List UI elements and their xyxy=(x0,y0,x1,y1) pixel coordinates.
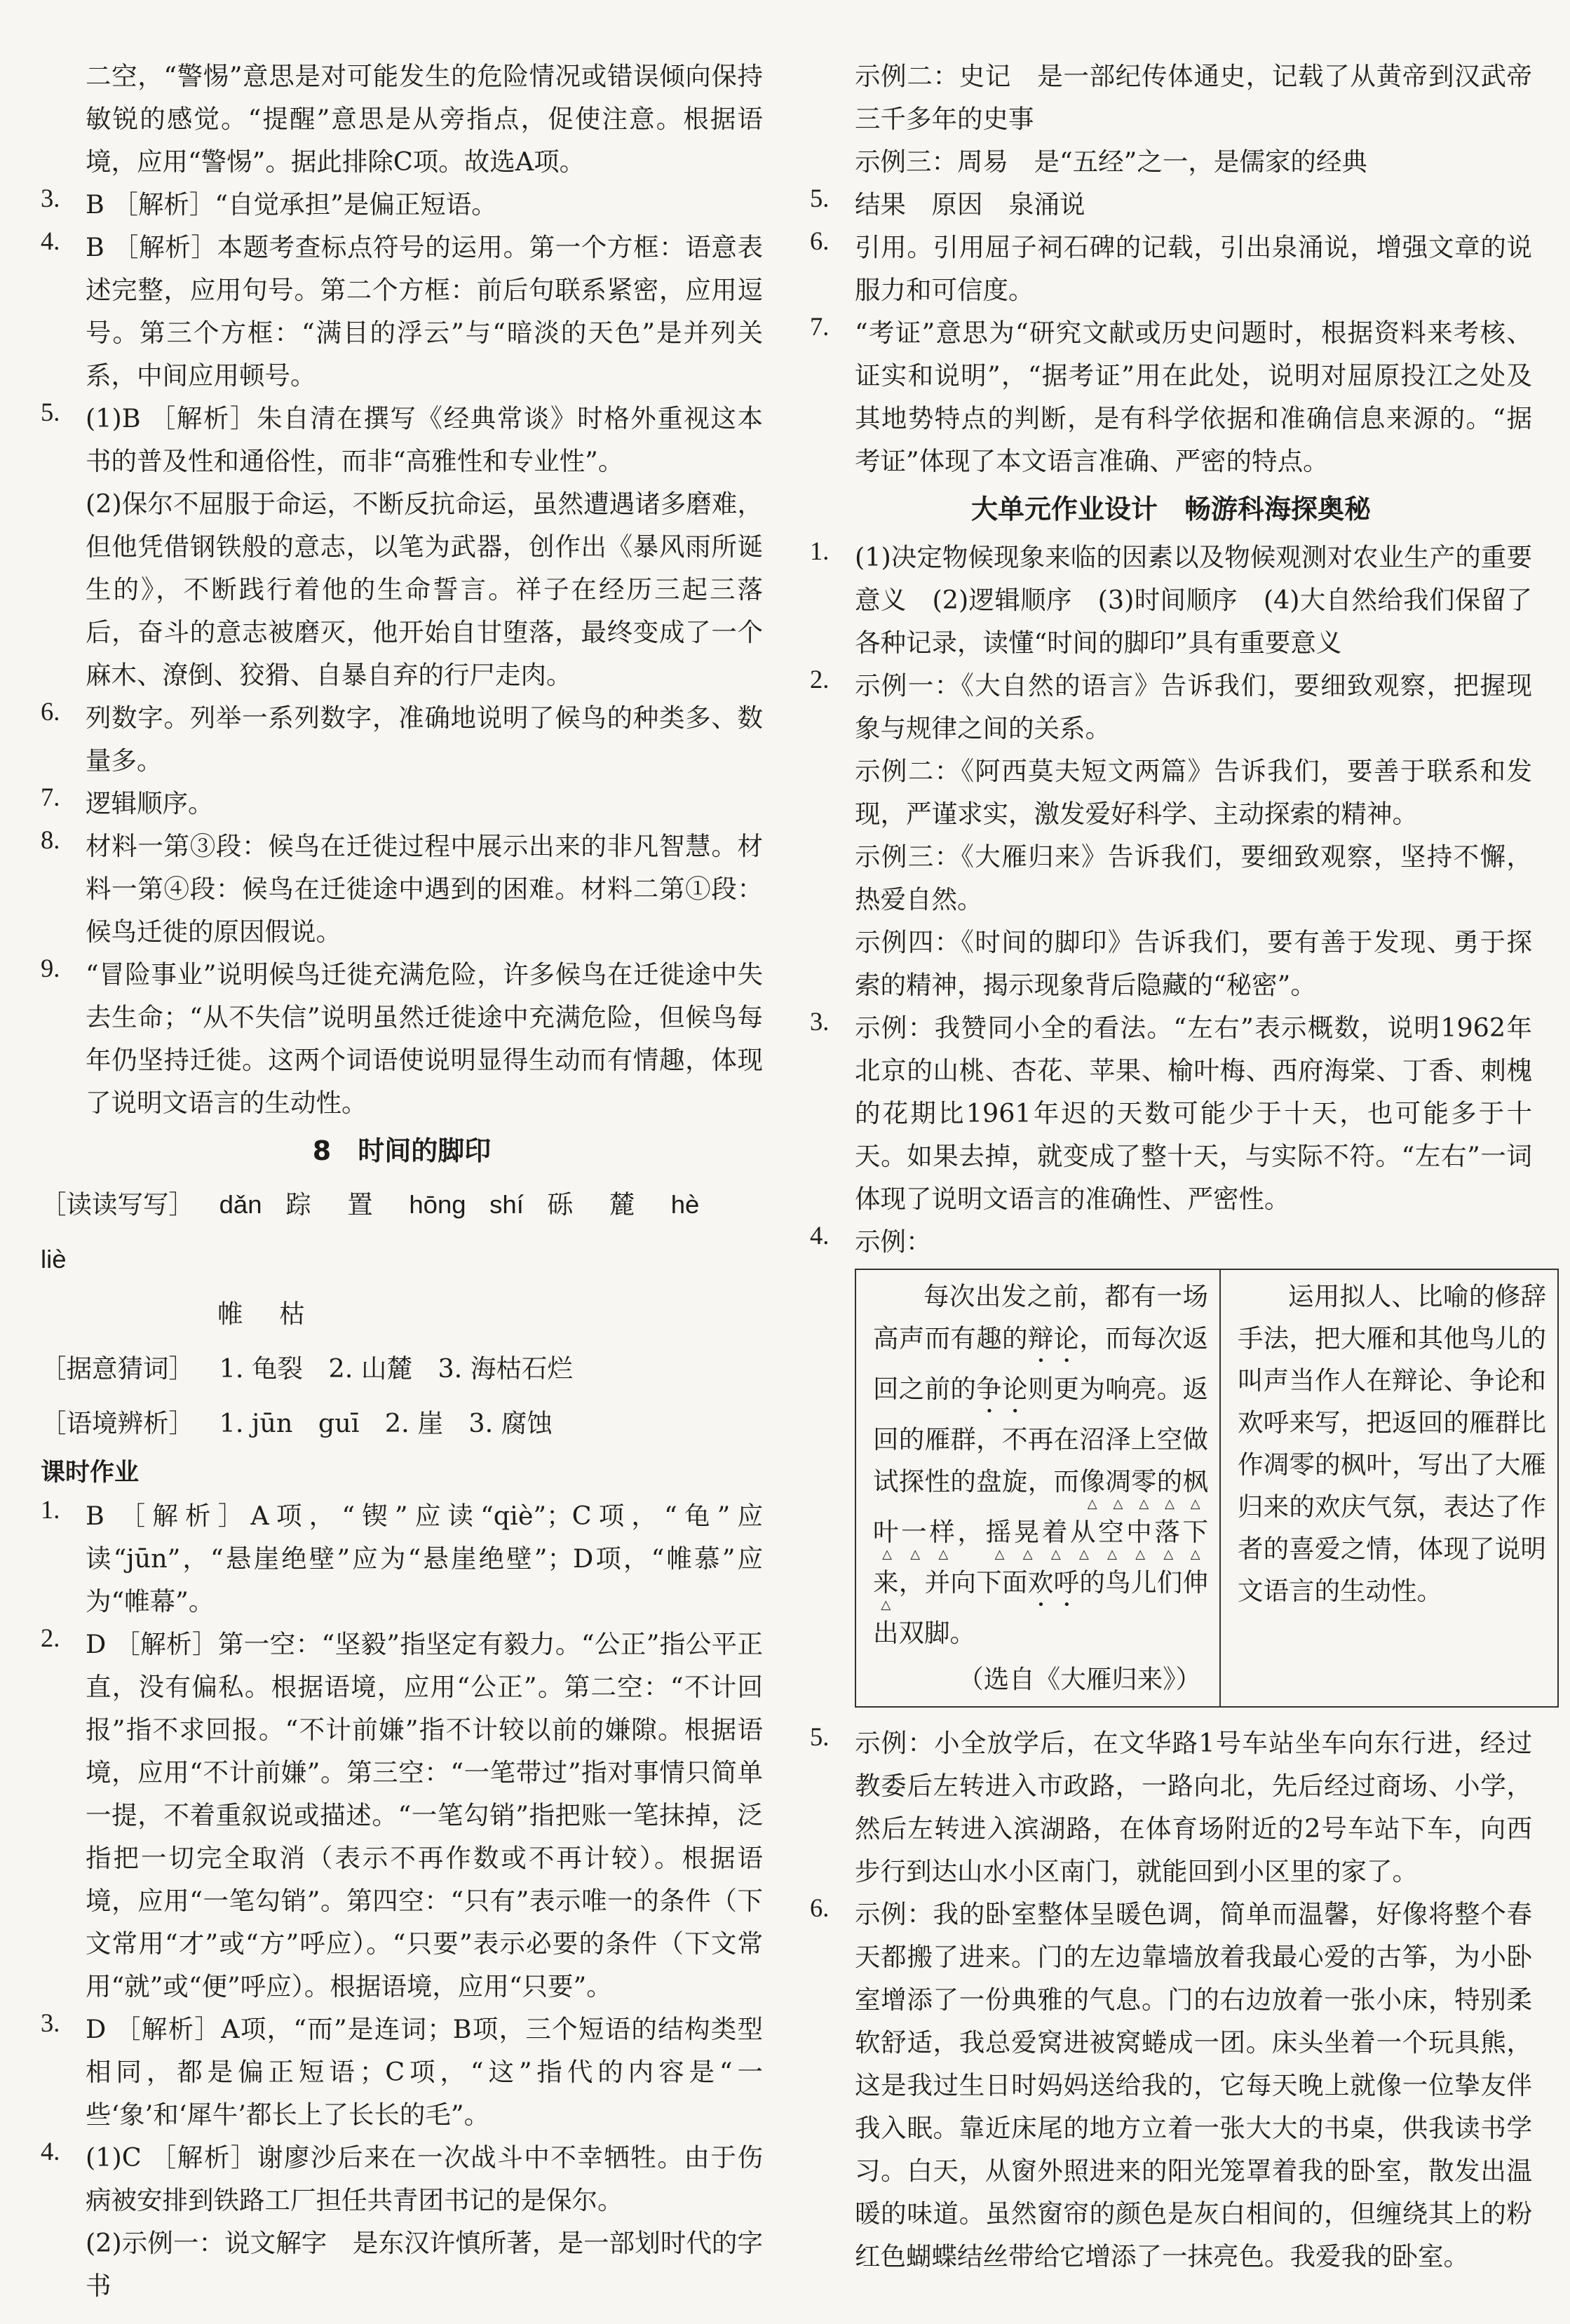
vocab-word: liè xyxy=(41,1245,67,1274)
item-text: (1)决定物候现象来临的因素以及物候观测对农业生产的重要意义 (2)逻辑顺序 (3)时间顺序 (4)大自然给我们保留了各种记录，读懂“时间的脚印”具有重要意义 xyxy=(855,542,1532,658)
item-number: 8. xyxy=(41,825,60,854)
item-number: 4. xyxy=(810,1221,830,1250)
item-number: 5. xyxy=(810,184,830,212)
item-text: (1)C ［解析］谢廖沙后来在一次战斗中不幸牺牲。由于伤病被安排到铁路工厂担任共青团书记的是保尔。 xyxy=(86,2142,763,2215)
answer-item xyxy=(41,1623,763,2008)
item-text: 示例：我的卧室整体呈暖色调，简单而温馨，好像将整个春天都搬了进来。门的左边靠墙放着我最心爱的古筝，为小卧室增添了一份典雅的气息。门的右边放着一张小床，特别柔软舒适，我总爱窝进被窝蜷成一团。床头坐着一个玩具熊，这是我过生日时妈妈送给我的，它每天晚上就像一位挚友伴我入眠。靠近床尾的地方立着一张大大的书桌，供我读书学习。白天，从窗外照进来的阳光笼罩着我的卧室，散发出温暖的味道。虽然窗帘的颜色是灰白相间的，但缠绕其上的粉红色蝴蝶结丝带给它增添了一抹亮色。我爱我的卧室。 xyxy=(855,1899,1532,2271)
homework-title: 课时作业 xyxy=(41,1459,140,1487)
example-table xyxy=(855,1269,1559,1708)
answer-item xyxy=(810,183,1532,226)
emphasis-phrase: 像凋零的枫叶一样，摇晃着从空中落下来 xyxy=(873,1466,1209,1597)
answer-item xyxy=(810,1893,1532,2278)
item-number: 4. xyxy=(41,2137,60,2166)
answer-item xyxy=(41,397,763,482)
vocab-word: 砾 xyxy=(547,1189,573,1220)
item-number: 3. xyxy=(810,1007,830,1036)
item-number: 7. xyxy=(810,312,830,341)
item-continuation: 示例四：《时间的脚印》告诉我们，要有善于发现、勇于探索的精神，揭示现象背后隐藏的“秘密”。 xyxy=(855,927,1532,1000)
answer-item xyxy=(810,1006,1532,1220)
item-number: 1. xyxy=(810,536,830,565)
item-continuation: 示例三：《大雁归来》告诉我们，要细致观察，坚持不懈，热爱自然。 xyxy=(855,842,1532,914)
answer-item xyxy=(810,1220,1532,1263)
vocab-tag-read-write: ［读读写写］ xyxy=(41,1189,194,1220)
item-continuation: 示例三：周易 是“五经”之一，是儒家的经典 xyxy=(855,147,1367,177)
example-excerpt-cell xyxy=(856,1270,1221,1706)
answer-item xyxy=(41,696,763,782)
vocab-word: hè xyxy=(670,1190,700,1219)
item-text: D ［解析］第一空：“坚毅”指坚定有毅力。“公正”指公平正直，没有偏私。根据语境，应用“公正”。第二空：“不计回报”指不求回报。“不计前嫌”指不计较以前的嫌隙。根据语境，应用“不计前嫌”。第三空：“一笔带过”指对事情只简单一提，不着重叙说或描述。“一笔勾销”指把账一笔抹掉，泛指把一切完全取消（表示不再作数或不再计较）。根据语境，应用“一笔勾销”。第四空：“只有”表示唯一的条件（下文常用“才”或“方”呼应）。“只要”表示必要的条件（下文常用“就”或“便”呼应）。根据语境，应用“只要”。 xyxy=(86,1629,763,2001)
item-text: (1)B ［解析］朱自清在撰写《经典常谈》时格外重视这本书的普及性和通俗性，而非“高雅性和专业性”。 xyxy=(86,403,763,476)
item-text: 示例一：《大自然的语言》告诉我们，要细致观察，把握现象与规律之间的关系。 xyxy=(855,670,1532,743)
vocab-context-answers: 1. jūn guī 2. 崖 3. 腐蚀 xyxy=(219,1408,553,1438)
item-number: 6. xyxy=(810,1893,830,1922)
item-text: 结果 原因 泉涌说 xyxy=(855,189,1085,219)
item-text: “考证”意思为“研究文献或历史问题时，根据资料来考核、证实和说明”，“据考证”用在此处，说明对屈原投江之处及其地势特点的判断，是有科学依据和准确信息来源的。“据考证”体现了本文语言准确、严密的特点。 xyxy=(855,318,1532,476)
item-number: 9. xyxy=(41,954,60,982)
unit-title: 大单元作业设计 畅游科海探奥秘 xyxy=(970,494,1371,525)
answer-item xyxy=(41,782,763,825)
vocab-tag-context: ［语境辨析］ xyxy=(41,1408,194,1438)
item-number: 4. xyxy=(41,227,60,255)
answer-item xyxy=(810,664,1532,750)
item-text: B ［解析］A项，“锲”应读“qiè”；C项，“龟”应读“jūn”，“悬崖绝壁”应为“悬崖绝壁”；D项，“帷慕”应为“帷幕”。 xyxy=(86,1501,763,1616)
item-number: 6. xyxy=(41,697,60,726)
item-number: 1. xyxy=(41,1495,60,1524)
continued-answer: 二空，“警惕”意思是对可能发生的危险情况或错误倾向保持敏锐的感觉。“提醒”意思是从旁指点，促使注意。根据语境，应用“警惕”。据此排除C项。故选A项。 xyxy=(86,61,763,177)
answer-item xyxy=(41,2136,763,2222)
item-number: 5. xyxy=(41,398,60,426)
answer-item xyxy=(810,1722,1532,1893)
item-continuation: 示例二：《阿西莫夫短文两篇》告诉我们，要善于联系和发现，严谨求实，激发爱好科学、主动探索的精神。 xyxy=(855,756,1532,829)
item-text: 逻辑顺序。 xyxy=(86,788,214,818)
item-number: 3. xyxy=(41,184,60,212)
item-number: 3. xyxy=(41,2008,60,2037)
item-continuation: 示例二：史记 是一部纪传体通史，记载了从黄帝到汉武帝三千多年的史事 xyxy=(855,61,1532,134)
excerpt-text: 每次出发之前，都有一场高声而有趣的 xyxy=(873,1281,1208,1353)
right-column xyxy=(810,55,1546,2278)
emphasis-word: 争论 xyxy=(976,1374,1028,1404)
item-number: 2. xyxy=(810,665,830,694)
item-text: 示例：小全放学后，在文华路1号车站坐车向东行进，经过教委后左转进入市政路，一路向北，先后经过商场、小学，然后左转进入滨湖路，在体育场附近的2号车站下车，向西步行到达山水小区南门，就能回到小区里的家了。 xyxy=(855,1728,1532,1886)
vocab-context-row xyxy=(41,1396,763,1451)
vocab-word: hōng xyxy=(409,1190,466,1219)
item-text: 引用。引用屈子祠石碑的记载，引出泉涌说，增强文章的说服力和可信度。 xyxy=(855,232,1532,305)
vocab-word: 置 xyxy=(347,1189,373,1220)
emphasis-word: 欢呼 xyxy=(1027,1567,1080,1597)
vocab-word: 麓 xyxy=(609,1189,635,1220)
item-number: 2. xyxy=(41,1623,60,1652)
vocab-word: 帷 xyxy=(217,1299,243,1329)
item-continuation: (2)保尔不屈服于命运，不断反抗命运，虽然遭遇诸多磨难，但他凭借钢铁般的意志，以笔为武器，创作出《暴风雨所诞生的》，不断践行着他的生命誓言。祥子在经历三起三落后，奋斗的意志被磨灭，他开始自甘堕落，最终变成了一个麻木、潦倒、狡猾、自暴自弃的行尸走肉。 xyxy=(86,489,763,690)
answer-item xyxy=(810,536,1532,664)
item-text: B ［解析］“自觉承担”是偏正短语。 xyxy=(86,189,497,219)
vocab-word: dǎn xyxy=(219,1190,262,1219)
answer-item xyxy=(41,953,763,1124)
answer-item xyxy=(810,226,1532,311)
excerpt-text: 的鸟儿们伸出双脚。 xyxy=(873,1567,1209,1648)
answer-item xyxy=(41,825,763,953)
item-text: 列数字。列举一系列数字，准确地说明了候鸟的种类多、数量多。 xyxy=(86,703,763,776)
lesson-title: 8 时间的脚印 xyxy=(312,1135,492,1166)
item-text: 材料一第③段：候鸟在迁徙过程中展示出来的非凡智慧。材料一第④段：候鸟在迁徙途中遇到的困难。材料二第①段：候鸟迁徙的原因假说。 xyxy=(86,831,763,947)
excerpt-text: ，而每次返回之前的 xyxy=(873,1323,1209,1404)
item-text: 示例： xyxy=(855,1227,932,1257)
answer-item xyxy=(41,226,763,397)
item-text: D ［解析］A项，“而”是连词；B项，三个短语的结构类型相同，都是偏正短语；C项，“这”指代的内容是“一些‘象’和‘犀牛’都长上了长长的毛”。 xyxy=(86,2014,763,2130)
vocab-row-1 xyxy=(41,1177,763,1287)
excerpt-source: （选自《大雁归来》） xyxy=(958,1664,1201,1694)
item-text: B ［解析］本题考查标点符号的运用。第一个方框：语意表述完整，应用句号。第二个方框：前后句联系紧密，应用逗号。第三个方框：“满目的浮云”与“暗淡的天色”是并列关系，中间应用顿号。 xyxy=(86,232,763,391)
left-column xyxy=(41,55,763,2307)
item-text: 示例：我赞同小全的看法。“左右”表示概数，说明1962年北京的山桃、杏花、苹果、榆叶梅、西府海棠、丁香、刺槐的花期比1961年迟的天数可能少于十天，也可能多于十天。如果去掉，就变成了整十天，与实际不符。“左右”一词体现了说明文语言的准确性、严密性。 xyxy=(855,1013,1532,1214)
excerpt-text: 则更为响亮。返回的雁群，不再在沼泽上空做试探性的盘旋，而 xyxy=(873,1374,1209,1497)
vocab-tag-guess: ［据意猜词］ xyxy=(41,1353,194,1384)
example-analysis-cell xyxy=(1221,1270,1557,1706)
vocab-guess-row xyxy=(41,1342,763,1396)
analysis-text: 运用拟人、比喻的修辞手法，把大雁和其他鸟儿的叫声当作人在辩论、争论和欢呼来写，把返回的雁群比作凋零的枫叶，写出了大雁归来的欢庆气氛，表达了作者的喜爱之情，体现了说明文语言的生动性。 xyxy=(1238,1281,1546,1606)
vocab-guess-answers: 1. 龟裂 2. 山麓 3. 海枯石烂 xyxy=(219,1353,573,1384)
item-number: 7. xyxy=(41,783,60,811)
answer-item xyxy=(41,1494,763,1623)
vocab-row-2 xyxy=(41,1287,763,1342)
answer-item xyxy=(41,2008,763,2136)
answer-item xyxy=(41,183,763,226)
vocab-word: 枯 xyxy=(279,1299,305,1329)
emphasis-word: 辩论 xyxy=(1027,1323,1080,1353)
item-continuation: (2)示例一：说文解字 是东汉许慎所著，是一部划时代的字书 xyxy=(86,2228,763,2301)
answer-item xyxy=(810,311,1532,482)
vocab-word: shí xyxy=(489,1190,524,1219)
vocab-word: 踪 xyxy=(285,1189,311,1220)
item-number: 6. xyxy=(810,227,830,255)
item-number: 5. xyxy=(810,1722,830,1751)
excerpt-text: ，并向下面 xyxy=(898,1567,1028,1597)
item-text: “冒险事业”说明候鸟迁徙充满危险，许多候鸟在迁徙途中失去生命；“从不失信”说明虽然迁徙途中充满危险，但候鸟每年仍坚持迁徙。这两个词语使说明显得生动而有情趣，体现了说明文语言的生动性。 xyxy=(86,959,763,1118)
